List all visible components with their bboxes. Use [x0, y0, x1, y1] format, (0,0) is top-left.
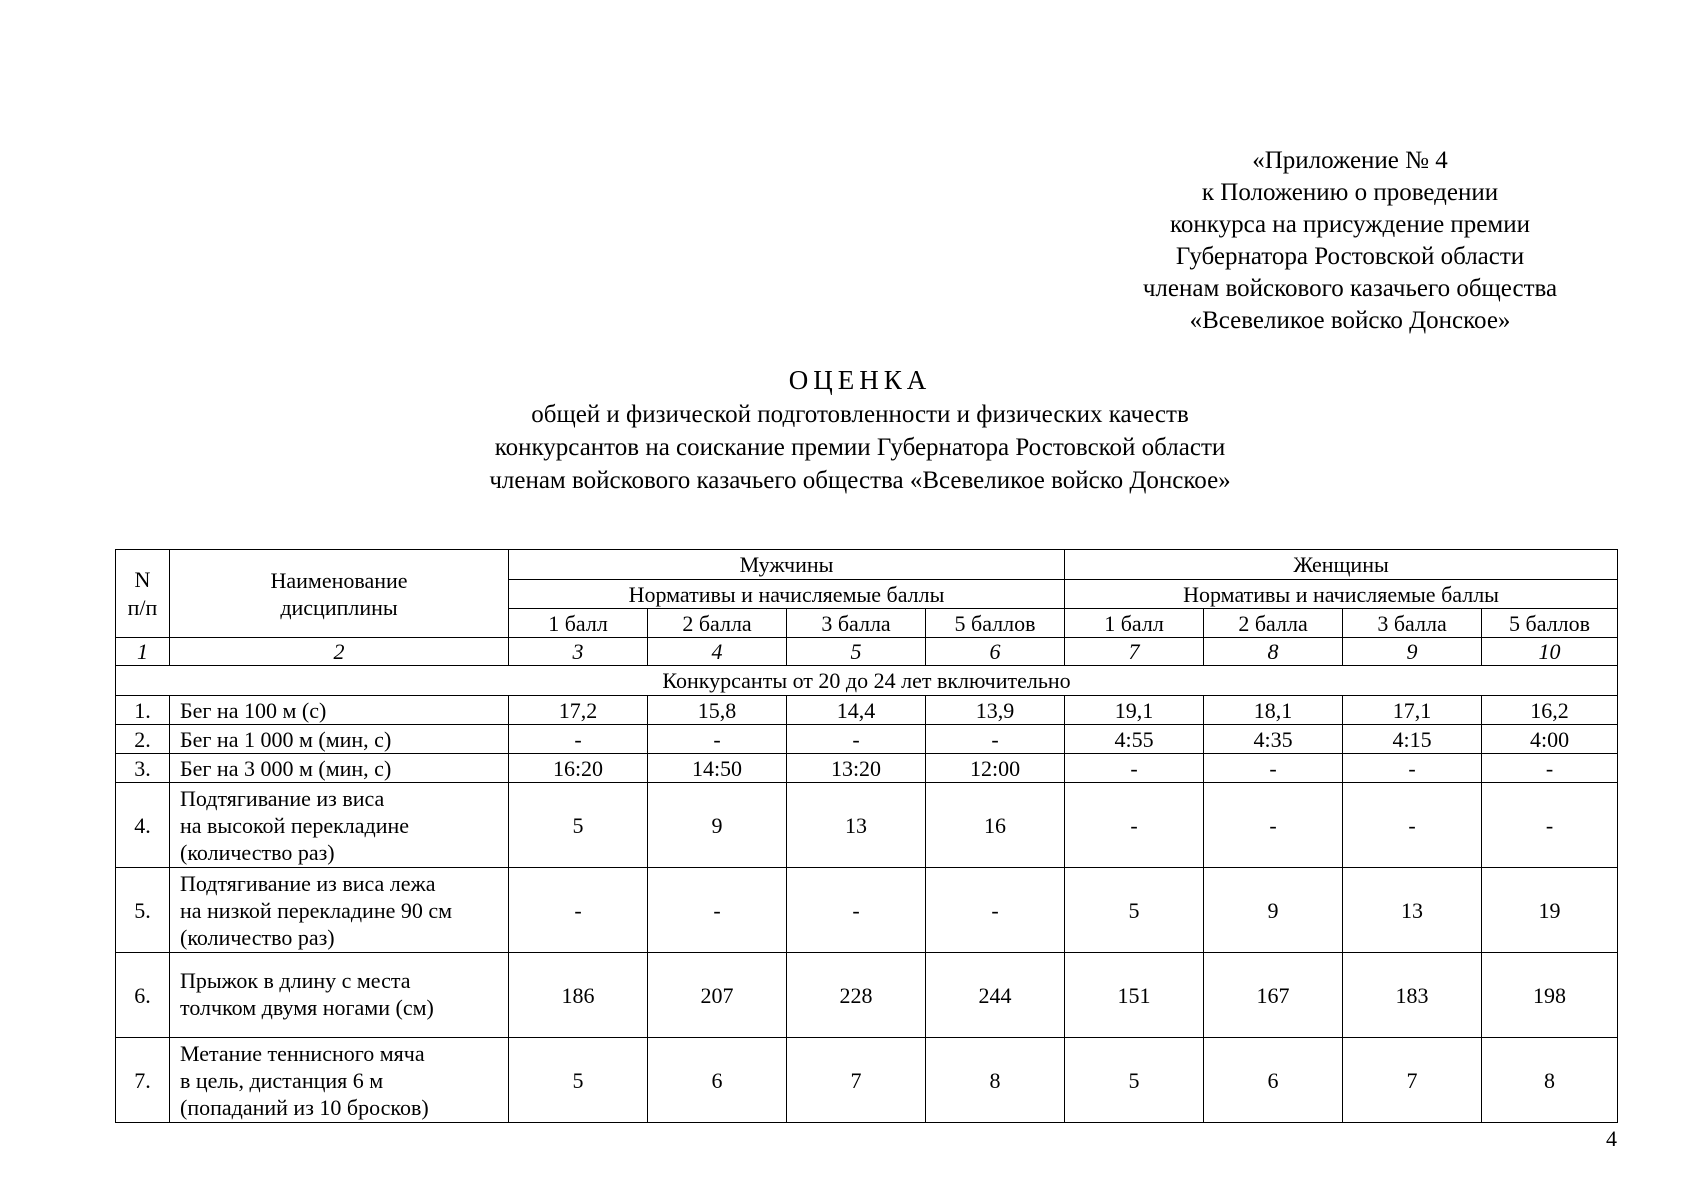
row-discipline-line: Подтягивание из виса лежа [180, 870, 436, 896]
cell-value: 7 [787, 1038, 926, 1123]
header-points: 2 балла [1204, 609, 1343, 638]
row-discipline [170, 1038, 509, 1123]
cell-value: 9 [648, 783, 787, 868]
cell-value: 14:50 [648, 754, 787, 783]
column-number: 7 [1065, 638, 1204, 666]
row-num: 6. [116, 953, 170, 1038]
header-discipline-line2: дисциплины [280, 594, 398, 620]
header-discipline [170, 550, 509, 638]
header-discipline-line1: Наименование [270, 567, 408, 593]
cell-value: 6 [1204, 1038, 1343, 1123]
cell-value: 5 [1065, 1038, 1204, 1123]
row-discipline [170, 953, 509, 1038]
cell-value: - [1204, 783, 1343, 868]
cell-value: - [648, 868, 787, 953]
cell-value: 8 [1482, 1038, 1618, 1123]
cell-value: - [1482, 754, 1618, 783]
cell-value: 183 [1343, 953, 1482, 1038]
title-sub-line: общей и физической подготовленности и физических качеств [531, 401, 1189, 428]
row-discipline: Бег на 1 000 м (мин, с) [170, 725, 509, 754]
row-discipline: Бег на 100 м (с) [170, 696, 509, 725]
cell-value: - [509, 725, 648, 754]
cell-value: - [1343, 783, 1482, 868]
row-num: 7. [116, 1038, 170, 1123]
cell-value: 13 [1343, 868, 1482, 953]
cell-value: 228 [787, 953, 926, 1038]
appendix-line: «Приложение № 4 [1252, 147, 1448, 174]
title-main: ОЦЕНКА [788, 365, 932, 395]
table-row [116, 953, 1618, 1038]
column-number: 10 [1482, 638, 1618, 666]
cell-value: - [509, 868, 648, 953]
standards-table [115, 549, 1618, 1123]
row-discipline-line: (количество раз) [180, 839, 335, 865]
cell-value: 5 [1065, 868, 1204, 953]
cell-value: 5 [509, 783, 648, 868]
header-points: 3 балла [787, 609, 926, 638]
cell-value: 151 [1065, 953, 1204, 1038]
table-row [116, 868, 1618, 953]
cell-value: 17,2 [509, 696, 648, 725]
row-discipline: Бег на 3 000 м (мин, с) [170, 754, 509, 783]
header-women-norms: Нормативы и начисляемые баллы [1065, 580, 1618, 609]
cell-value: 12:00 [926, 754, 1065, 783]
row-num: 4. [116, 783, 170, 868]
document-title [300, 362, 1420, 497]
table-row [116, 1038, 1618, 1123]
header-points: 1 балл [509, 609, 648, 638]
cell-value: 167 [1204, 953, 1343, 1038]
cell-value: 15,8 [648, 696, 787, 725]
cell-value: 9 [1204, 868, 1343, 953]
header-points: 3 балла [1343, 609, 1482, 638]
row-discipline-line: толчком двумя ногами (см) [180, 995, 434, 1020]
header-points: 5 баллов [926, 609, 1065, 638]
column-number: 3 [509, 638, 648, 666]
cell-value: 4:55 [1065, 725, 1204, 754]
cell-value: - [926, 868, 1065, 953]
table-row [116, 754, 1618, 783]
cell-value: - [1065, 754, 1204, 783]
row-num: 3. [116, 754, 170, 783]
header-num [116, 550, 170, 638]
cell-value: - [787, 725, 926, 754]
row-discipline-line: Метание теннисного мяча [180, 1040, 425, 1066]
appendix-line: Губернатора Ростовской области [1175, 243, 1525, 270]
cell-value: - [648, 725, 787, 754]
header-points: 2 балла [648, 609, 787, 638]
cell-value: 16,2 [1482, 696, 1618, 725]
title-sub-line: членам войскового казачьего общества «Всевеликое войско Донское» [489, 467, 1231, 494]
cell-value: 13:20 [787, 754, 926, 783]
row-discipline-line: на высокой перекладине [180, 812, 410, 838]
cell-value: 19,1 [1065, 696, 1204, 725]
column-number: 6 [926, 638, 1065, 666]
cell-value: 5 [509, 1038, 648, 1123]
title-sub-line: конкурсантов на соискание премии Губернатора Ростовской области [494, 434, 1226, 461]
page-number: 4 [1606, 1126, 1617, 1151]
row-num: 2. [116, 725, 170, 754]
header-points: 5 баллов [1482, 609, 1618, 638]
cell-value: 4:35 [1204, 725, 1343, 754]
cell-value: - [787, 868, 926, 953]
header-num-line1: N [134, 566, 151, 592]
appendix-line: к Положению о проведении [1201, 179, 1499, 206]
table-row [116, 783, 1618, 868]
column-number: 1 [116, 638, 170, 666]
cell-value: - [1343, 754, 1482, 783]
column-number: 9 [1343, 638, 1482, 666]
cell-value: 4:15 [1343, 725, 1482, 754]
cell-value: 13,9 [926, 696, 1065, 725]
header-women: Женщины [1065, 550, 1618, 580]
cell-value: 8 [926, 1038, 1065, 1123]
cell-value: 207 [648, 953, 787, 1038]
cell-value: 198 [1482, 953, 1618, 1038]
cell-value: 6 [648, 1038, 787, 1123]
table-row [116, 696, 1618, 725]
cell-value: - [1204, 754, 1343, 783]
appendix-line: «Всевеликое войско Донское» [1189, 307, 1511, 334]
row-num: 5. [116, 868, 170, 953]
cell-value: 17,1 [1343, 696, 1482, 725]
column-number: 8 [1204, 638, 1343, 666]
header-num-line2: п/п [127, 594, 158, 620]
row-discipline [170, 868, 509, 953]
header-men: Мужчины [509, 550, 1065, 580]
row-discipline-line: Подтягивание из виса [180, 785, 385, 811]
cell-value: 244 [926, 953, 1065, 1038]
appendix-header [1120, 145, 1580, 337]
row-discipline-line: на низкой перекладине 90 см [180, 897, 453, 923]
column-number: 2 [170, 638, 509, 666]
cell-value: - [1065, 783, 1204, 868]
cell-value: 4:00 [1482, 725, 1618, 754]
section-heading: Конкурсанты от 20 до 24 лет включительно [116, 666, 1618, 696]
header-points: 1 балл [1065, 609, 1204, 638]
row-discipline-line: Прыжок в длину с места [180, 968, 411, 993]
cell-value: 16 [926, 783, 1065, 868]
cell-value: 14,4 [787, 696, 926, 725]
row-discipline-line: (количество раз) [180, 924, 335, 950]
column-number: 4 [648, 638, 787, 666]
header-men-norms: Нормативы и начисляемые баллы [509, 580, 1065, 609]
cell-value: - [1482, 783, 1618, 868]
row-discipline-line: (попаданий из 10 бросков) [180, 1094, 429, 1120]
cell-value: 7 [1343, 1038, 1482, 1123]
appendix-line: членам войскового казачьего общества [1142, 275, 1558, 302]
appendix-line: конкурса на присуждение премии [1170, 211, 1530, 238]
row-discipline-line: в цель, дистанция 6 м [180, 1067, 384, 1093]
cell-value: 13 [787, 783, 926, 868]
cell-value: 19 [1482, 868, 1618, 953]
column-number: 5 [787, 638, 926, 666]
cell-value: 18,1 [1204, 696, 1343, 725]
table-row [116, 725, 1618, 754]
row-discipline [170, 783, 509, 868]
cell-value: 186 [509, 953, 648, 1038]
cell-value: - [926, 725, 1065, 754]
row-num: 1. [116, 696, 170, 725]
cell-value: 16:20 [509, 754, 648, 783]
